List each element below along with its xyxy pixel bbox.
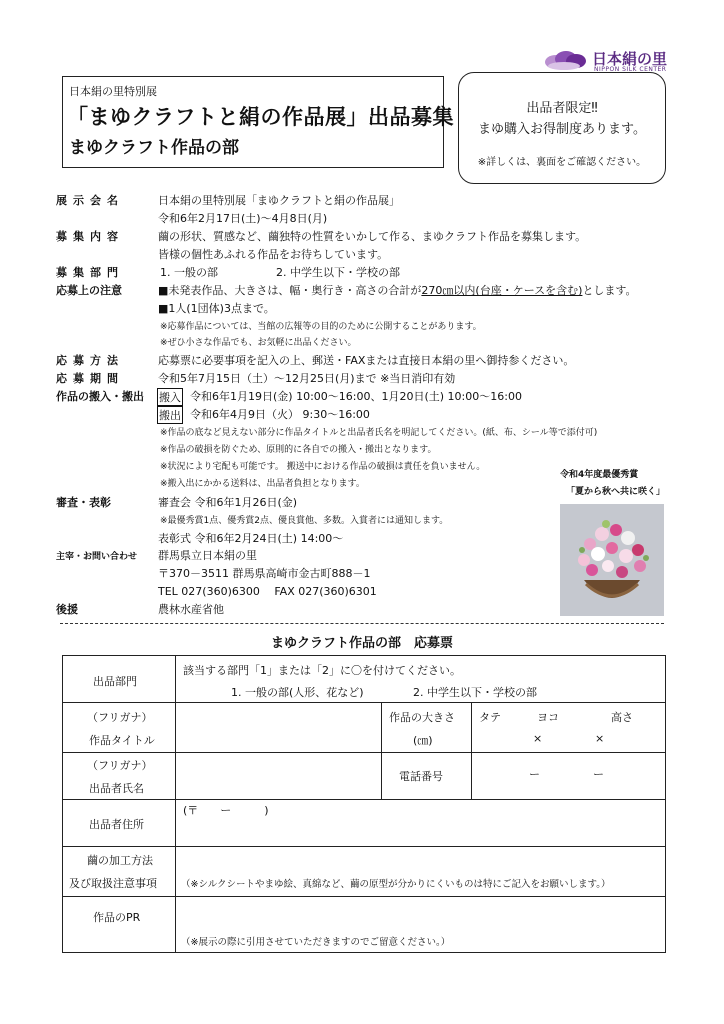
photo-caption-title: 「夏から秋へ共に咲く」: [566, 487, 666, 497]
delivery-label: 作品の搬入・搬出: [56, 390, 144, 403]
caution-note-2: ※ぜひ小さな作品でも、お気軽に出品ください。: [160, 338, 357, 348]
contact-address: 〒370－3511 群馬県高崎市金古町888－1: [158, 567, 371, 580]
delivery-out-tag: 搬出: [157, 406, 183, 424]
form-furigana-label: （フリガナ）: [87, 711, 153, 724]
delivery-in-tag: 搬入: [157, 388, 183, 406]
form-work-title-field[interactable]: [176, 703, 381, 752]
delivery-in-value: 令和6年1月19日(金) 10:00～16:00、1月20日(土) 10:00～16:00: [190, 390, 522, 403]
period-value: 令和5年7月15日（土）～12月25日(月)まで ※当日消印有効: [158, 372, 456, 385]
support-label: 後援: [56, 603, 78, 616]
judge-value: 審査会 令和6年1月26日(金): [158, 496, 298, 509]
notice-line-1: 出品者限定‼: [526, 101, 598, 116]
size-limit: 270㎝以内(台座・ケースを含む): [421, 284, 583, 297]
logo-name-en: NIPPON SILK CENTER: [594, 66, 667, 73]
page-title: 「まゆクラフトと絹の作品展」出品募集: [67, 105, 454, 129]
photo-caption-award: 令和4年度最優秀賞: [560, 470, 639, 480]
form-row-divider: [63, 799, 665, 800]
content-label: 募集内容: [56, 230, 124, 243]
form-col-divider: [175, 656, 176, 952]
venue-value: 日本絹の里特別展「まゆクラフトと絹の作品展」: [158, 194, 400, 207]
award-work-photo: [560, 504, 664, 616]
caution-line-1: ■未発表作品、大きさは、幅・奥行き・高さの合計が270㎝以内(台座・ケースを含む)とします。: [158, 284, 637, 297]
form-size-times-1: ×: [533, 732, 543, 745]
exhibitor-notice-box: [458, 72, 666, 184]
cut-line: [60, 623, 664, 624]
form-phone-dash-2: ー: [593, 768, 604, 781]
form-pr-note: （※展示の際に引用させていただきますのでご留意ください。）: [181, 937, 451, 948]
form-dept-label: 出品部門: [93, 675, 137, 688]
title-box: [62, 76, 454, 168]
support-value: 農林水産省他: [158, 603, 224, 616]
delivery-note-4: ※搬入出にかかる送料は、出品者負担となります。: [160, 479, 365, 489]
notice-line-2: まゆ購入お得制度あります。: [478, 122, 646, 137]
content-line-1: 繭の形状、質感など、繭独特の性質をいかして作る、まゆクラフト作品を募集します。: [158, 230, 587, 243]
content-line-2: 皆様の個性あふれる作品をお待ちしています。: [158, 248, 389, 261]
form-dept-option-1[interactable]: 1. 一般の部(人形、花など): [231, 686, 364, 699]
form-size-times-2: ×: [595, 732, 605, 745]
form-method-note: （※シルクシートやまゆ絵、真綿など、繭の原型が分かりにくいものは特にご記入をお願いします。）: [181, 879, 611, 890]
method-value: 応募票に必要事項を記入の上、郵送・FAXまたは直接日本絹の里へ御持参ください。: [158, 354, 575, 367]
form-size-width-label: ヨコ: [537, 711, 559, 724]
delivery-note-1: ※作品の底など見えない部分に作品タイトルと出品者氏名を明記してください。(紙、布、シール等で添付可): [160, 428, 598, 438]
form-postal-code[interactable]: (〒 ー ): [183, 804, 269, 817]
form-size-depth-label: 高さ: [611, 711, 633, 724]
award-value: 表彰式 令和6年2月24日(土) 14:00～: [158, 532, 344, 545]
form-address-label: 出品者住所: [89, 818, 144, 831]
form-dept-option-2[interactable]: 2. 中学生以下・学校の部: [413, 686, 537, 699]
form-col-divider: [471, 702, 472, 799]
logo-name-jp: 日本絹の里: [592, 50, 668, 68]
form-col-divider: [381, 702, 382, 799]
form-furigana-label-2: （フリガナ）: [87, 759, 153, 772]
contact-name: 群馬県立日本絹の里: [158, 549, 257, 562]
delivery-note-2: ※作品の破損を防ぐため、原則的に各自での搬入・搬出となります。: [160, 445, 437, 455]
form-method-label-1: 繭の加工方法: [87, 854, 153, 867]
form-dept-instruction: 該当する部門「1」または「2」に〇を付けてください。: [183, 664, 461, 677]
venue-label: 展示会名: [56, 194, 124, 207]
form-phone-label: 電話番号: [399, 770, 443, 783]
judge-note: ※最優秀賞1点、優秀賞2点、優良賞他、多数。入賞者には通知します。: [160, 516, 449, 526]
notice-line-3: ※詳しくは、裏面をご確認ください。: [477, 157, 647, 168]
form-size-height-label: タテ: [479, 711, 501, 724]
caution-line-2: ■1人(1団体)3点まで。: [158, 302, 275, 315]
judge-label: 審査・表彰: [56, 496, 111, 509]
delivery-note-3: ※状況により宅配も可能です。 搬送中における作品の破損は責任を負いません。: [160, 462, 486, 472]
contact-label: 主宰・お問い合わせ: [56, 552, 138, 562]
dept-junior: 2. 中学生以下・学校の部: [276, 266, 400, 279]
venue-dates: 令和6年2月17日(土)～4月8日(月): [158, 212, 328, 225]
period-label: 応募期間: [56, 372, 124, 385]
form-size-unit: (㎝): [413, 734, 433, 747]
form-work-title-label: 作品タイトル: [89, 734, 155, 747]
dept-general: 1. 一般の部: [160, 266, 218, 279]
form-method-label-2: 及び取扱注意事項: [69, 877, 157, 890]
dept-label: 募集部門: [56, 266, 124, 279]
caution-label: 応募上の注意: [56, 284, 122, 297]
application-form-title: まゆクラフト作品の部 応募票: [270, 636, 453, 651]
delivery-out-value: 令和6年4月9日（火） 9:30～16:00: [190, 408, 370, 421]
flower-basket-image: [560, 504, 664, 616]
method-label: 応募方法: [56, 354, 124, 367]
form-row-divider: [63, 896, 665, 897]
form-row-divider: [63, 846, 665, 847]
form-name-field[interactable]: [176, 753, 381, 799]
exhibition-subtitle: 日本絹の里特別展: [69, 85, 157, 98]
contact-phone-fax: TEL 027(360)6300 FAX 027(360)6301: [158, 585, 377, 598]
form-name-label: 出品者氏名: [89, 782, 144, 795]
form-size-label: 作品の大きさ: [389, 711, 455, 724]
cocoon-logo-icon: [544, 48, 590, 72]
section-title: まゆクラフト作品の部: [69, 138, 239, 158]
form-pr-label: 作品のPR: [93, 911, 141, 924]
caution-note-1: ※応募作品については、当館の広報等の目的のために公開することがあります。: [160, 322, 482, 332]
application-form: [62, 655, 666, 953]
form-phone-dash-1: ー: [529, 768, 540, 781]
